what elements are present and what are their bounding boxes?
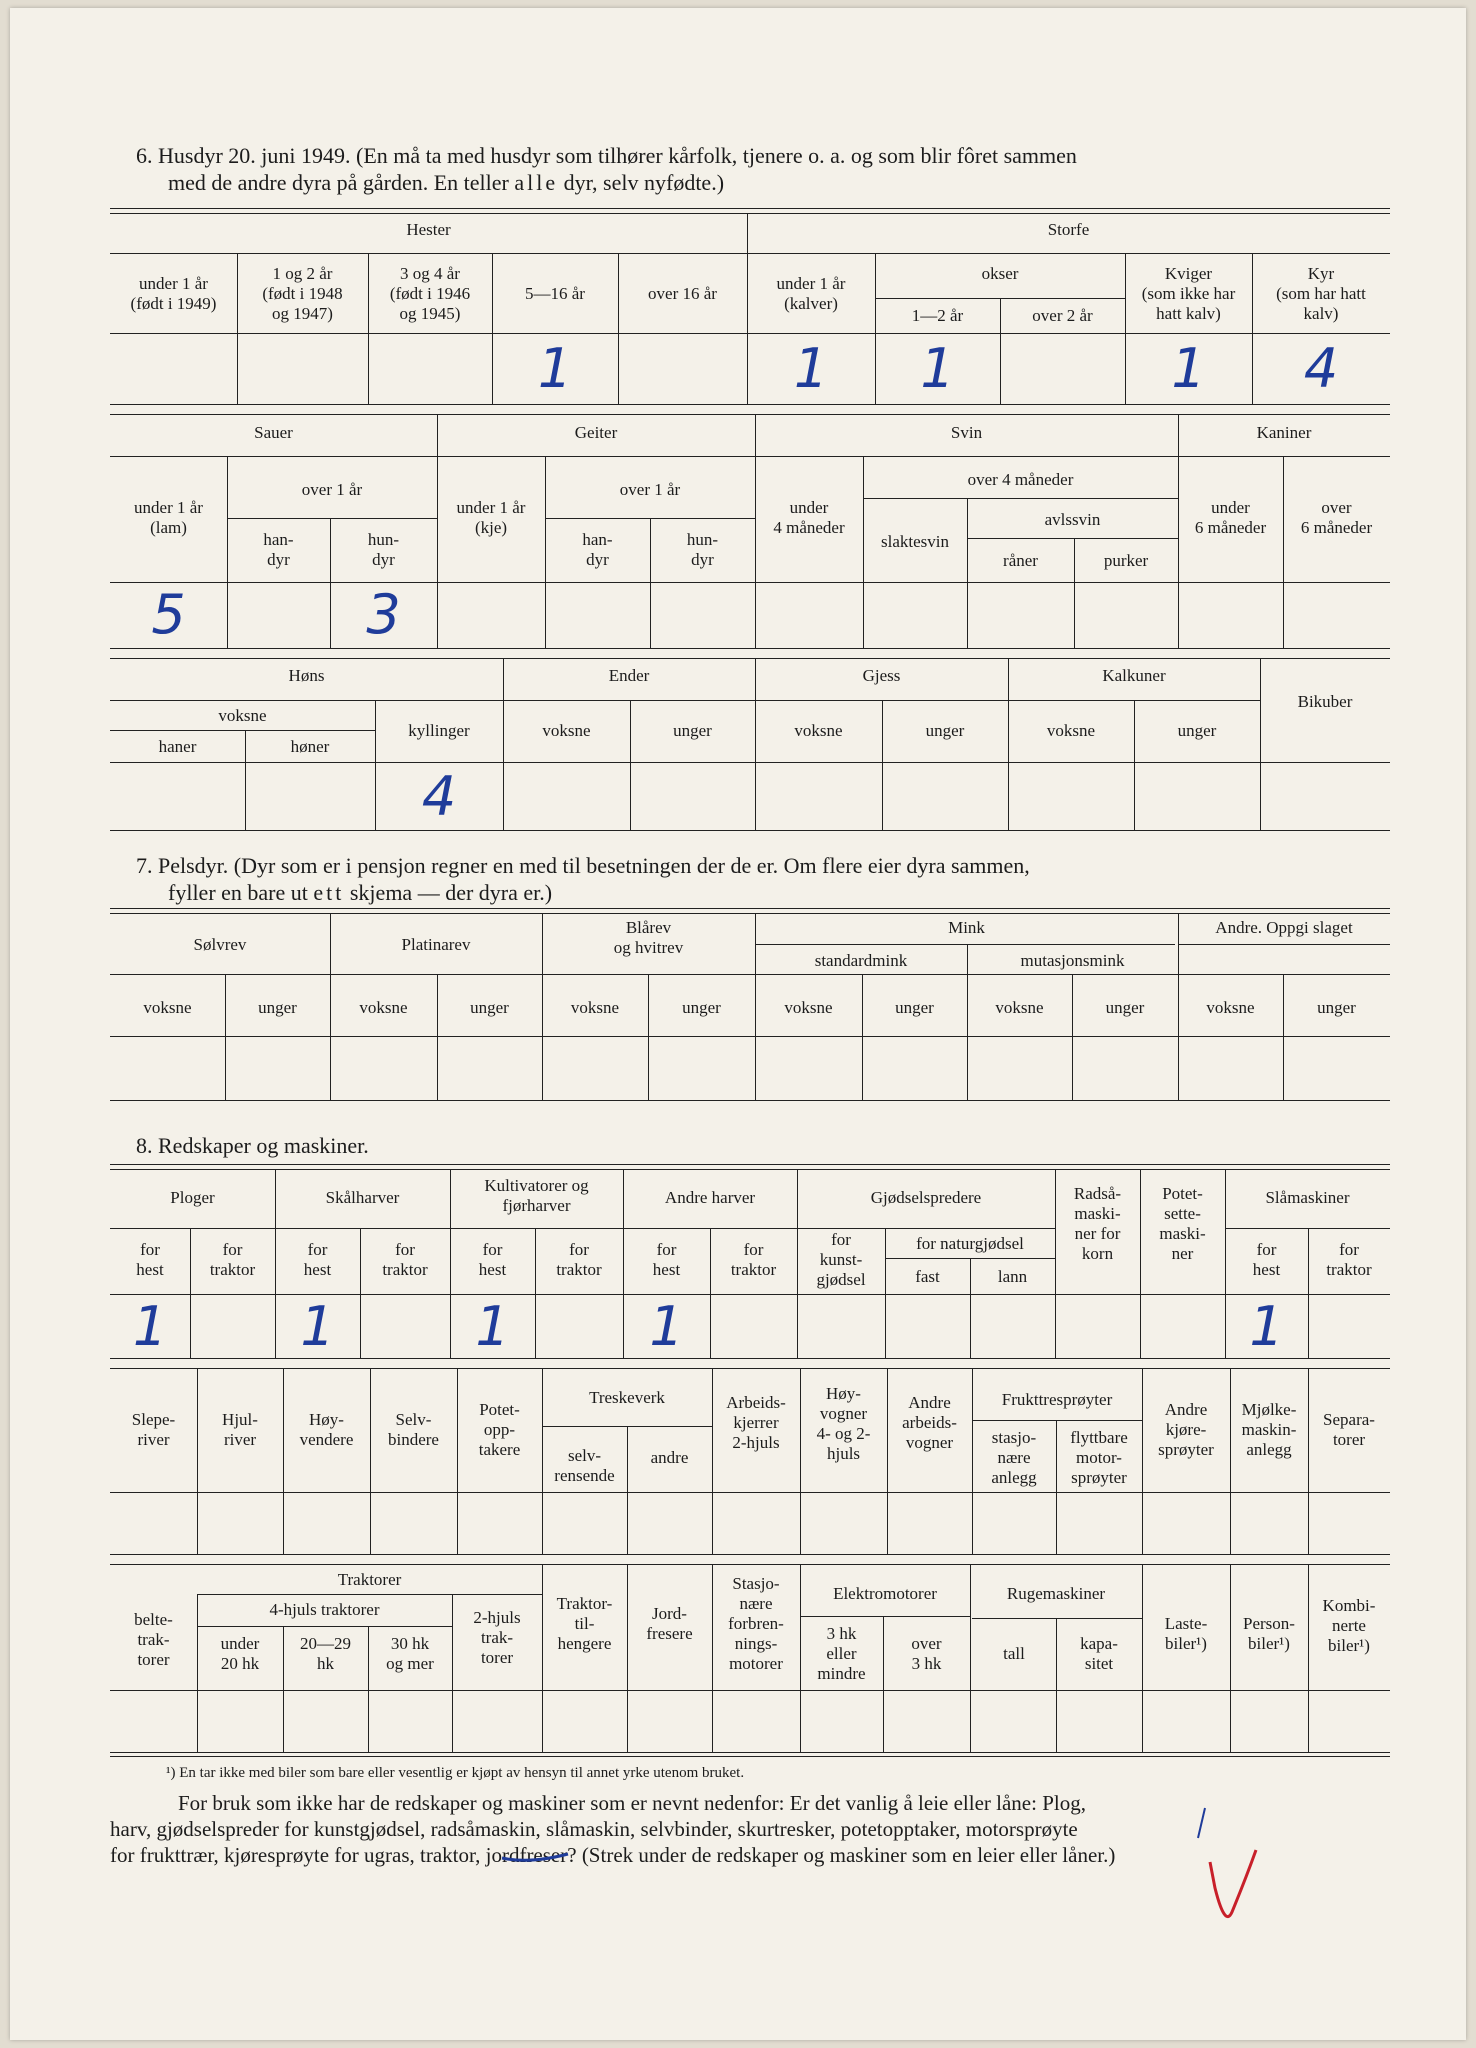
ploger-hest-value: 1: [132, 1295, 168, 1358]
treskeverk-header: Treskeverk: [589, 1388, 665, 1407]
raner-header: råner: [1003, 551, 1038, 570]
storfe-under1-header: under 1 år (kalver): [776, 274, 846, 313]
tohjuls-traktorer-header: 2-hjuls trak- torer: [473, 1608, 521, 1667]
geiter-under1-header: under 1 år (kje): [456, 498, 526, 537]
gjodselspredere-header: Gjødselspredere: [870, 1188, 982, 1207]
hester-over16-header: over 16 år: [648, 284, 717, 303]
traktortilhengere-header: Traktor- til- hengere: [556, 1594, 613, 1653]
hk30-header: 30 hk og mer: [386, 1634, 434, 1673]
geiter-header: Geiter: [574, 423, 618, 442]
standardmink-voksne: voksne: [784, 998, 833, 1017]
section-6-heading-line1: 6. Husdyr 20. juni 1949. (En må ta med husdyr som tilhører kårfolk, tjenere o. a. og som blir fôret sammen: [136, 143, 1077, 168]
slamaskiner-header: Slåmaskiner: [1265, 1188, 1350, 1207]
blarev-unger: unger: [682, 998, 721, 1017]
kviger-value: 1: [1171, 337, 1206, 400]
footnote: ¹) En tar ikke med biler som bare eller vesentlig er kjøpt av hensyn til annet yrke utenom bruket.: [166, 1765, 745, 1781]
slamaskiner-hest: for hest: [1252, 1240, 1281, 1279]
stasjonaere-motorer-header: Stasjo- nære forbren- nings- motorer: [728, 1574, 784, 1673]
skalharver-header: Skålharver: [325, 1188, 400, 1207]
ender-unger-header: unger: [673, 721, 712, 740]
rugemaskiner-tall-header: tall: [1003, 1644, 1025, 1663]
sauer-lam-value: 5: [151, 583, 186, 646]
rugemaskiner-kapasitet-header: kapa- sitet: [1080, 1634, 1118, 1673]
closing-line2: harv, gjødselspreder for kunstgjødsel, radsåmaskin, slåmaskin, selvbinder, skurtresker, potetopptaker, motorsprøyte: [110, 1817, 1078, 1841]
section-6-heading-line2c: dyr, selv nyfødte.): [558, 170, 725, 195]
section-7-heading-line2a: fyller en bare ut: [168, 880, 314, 905]
kultivatorer-hest: for hest: [478, 1240, 507, 1279]
closing-line3: for frukttrær, kjøresprøyte for ugras, traktor, jordfreser? (Strek under de redskaper og maskiner som en leier eller låner.): [110, 1843, 1116, 1867]
kaniner-header: Kaniner: [1256, 423, 1312, 442]
mutasjonsmink-header: mutasjonsmink: [1020, 951, 1125, 970]
frukttresproyter-header: Frukttresprøyter: [1001, 1390, 1113, 1409]
blarev-voksne: voksne: [570, 998, 620, 1017]
andreharver-traktor: for traktor: [730, 1240, 777, 1279]
flyttbare-motorsproyter-header: flyttbare motor- sprøyter: [1070, 1428, 1128, 1487]
haner-header: haner: [158, 737, 197, 756]
svin-header: Svin: [950, 423, 983, 442]
kyllinger-header: kyllinger: [408, 721, 470, 740]
slamaskiner-traktor: for traktor: [1326, 1240, 1372, 1279]
ender-header: Ender: [608, 666, 650, 685]
honer-header: høner: [290, 737, 330, 756]
ploger-hest: for hest: [136, 1240, 164, 1279]
hjulriver-header: Hjul- river: [222, 1410, 258, 1449]
andre-harver-header: Andre harver: [664, 1188, 756, 1207]
okser-1-2-header: 1—2 år: [911, 306, 964, 325]
okser-over2-header: over 2 år: [1032, 306, 1093, 325]
andre-pelsdyr-header: Andre. Oppgi slaget: [1215, 918, 1353, 937]
kalkuner-voksne-header: voksne: [1046, 721, 1096, 740]
mutasjonsmink-voksne: voksne: [995, 998, 1044, 1017]
radsamaskiner-header: Radså- maski- ner for korn: [1073, 1184, 1122, 1263]
gjodsel-kunst-header: for kunst- gjødsel: [816, 1230, 866, 1289]
skalharver-traktor: for traktor: [382, 1240, 428, 1279]
okser-header: okser: [981, 264, 1019, 283]
mjolkemaskinanlegg-header: Mjølke- maskin- anlegg: [1241, 1400, 1297, 1459]
treskeverk-andre-header: andre: [650, 1448, 689, 1467]
elektromotorer-header: Elektromotorer: [833, 1584, 937, 1603]
kyr-header: Kyr (som har hatt kalv): [1276, 264, 1366, 323]
solvrev-unger: unger: [258, 998, 297, 1017]
purker-header: purker: [1103, 551, 1149, 570]
selvrensende-header: selv- rensende: [554, 1446, 615, 1485]
sauer-under1-header: under 1 år (lam): [134, 498, 203, 537]
section-6-heading-line2b: alle: [514, 170, 559, 195]
section-8-heading: 8. Redskaper og maskiner.: [136, 1133, 369, 1158]
jordfresere-header: Jord- fresere: [646, 1604, 693, 1643]
beltetraktorer-header: belte- trak- torer: [134, 1610, 173, 1669]
sauer-over1-header: over 1 år: [301, 480, 363, 499]
solvrev-header: Sølvrev: [193, 935, 247, 954]
selvbindere-header: Selv- bindere: [388, 1410, 439, 1449]
hester-5-16-value: 1: [537, 337, 573, 400]
hons-voksne-header: voksne: [218, 706, 267, 725]
geiter-handyr-header: han- dyr: [582, 530, 613, 569]
gjess-unger-header: unger: [925, 721, 965, 740]
potetsettemaskiner-header: Potet- sette- maski- ner: [1159, 1184, 1206, 1263]
hester-header: Hester: [406, 220, 451, 239]
gjess-header: Gjess: [862, 666, 901, 685]
platinarev-voksne: voksne: [359, 998, 408, 1017]
slaktesvin-header: slaktesvin: [881, 532, 949, 551]
sauer-hundyr-header: hun- dyr: [367, 530, 400, 569]
section-8-redskaper: [10, 8, 1466, 2040]
closing-line1: For bruk som ikke har de redskaper og maskiner som er nevnt nedenfor: Er det vanlig å leie eller låne: Plog,: [178, 1791, 1086, 1815]
lastebiler-header: Laste- biler¹): [1164, 1614, 1208, 1653]
kultivatorer-header: Kultivatorer og fjørharver: [484, 1176, 589, 1215]
elektro-3hk-header: 3 hk eller mindre: [817, 1624, 866, 1683]
standardmink-header: standardmink: [814, 951, 908, 970]
mutasjonsmink-unger: unger: [1105, 998, 1145, 1017]
bikuber-header: Bikuber: [1297, 692, 1353, 711]
slamaskiner-hest-value: 1: [1249, 1295, 1284, 1358]
form-page: [10, 8, 1466, 2040]
hester-3-4-header: 3 og 4 år (født i 1946 og 1945): [389, 264, 471, 323]
andre-kjoresproyter-header: Andre kjøre- sprøyter: [1158, 1400, 1214, 1459]
andre-voksne: voksne: [1206, 998, 1255, 1017]
kultivatorer-hest-value: 1: [475, 1295, 510, 1358]
hons-header: Høns: [288, 666, 325, 685]
andreharver-hest: for hest: [652, 1240, 681, 1279]
sleperiver-header: Slepe- river: [131, 1410, 176, 1449]
gjess-voksne-header: voksne: [794, 721, 843, 740]
storfe-header: Storfe: [1047, 220, 1090, 239]
section-7-heading-line2c: skjema — der dyra er.): [344, 880, 553, 905]
sauer-hundyr-value: 3: [366, 583, 401, 646]
kaniner-under6-header: under 6 måneder: [1194, 498, 1267, 537]
okser-1-2-value: 1: [920, 337, 955, 400]
blarev-header: Blårev og hvitrev: [613, 918, 684, 957]
kultivatorer-traktor: for traktor: [556, 1240, 602, 1279]
kyr-value: 4: [1303, 337, 1339, 400]
standardmink-unger: unger: [895, 998, 934, 1017]
mink-header: Mink: [948, 918, 985, 937]
avlssvin-header: avlssvin: [1044, 510, 1101, 529]
section-6-heading-line2a: med de andre dyra på gården. En teller: [168, 170, 515, 195]
storfe-under1-value: 1: [793, 337, 829, 400]
hester-1-2-header: 1 og 2 år (født i 1948 og 1947): [262, 264, 343, 323]
skalharver-hest: for hest: [303, 1240, 332, 1279]
kalkuner-unger-header: unger: [1177, 721, 1217, 740]
elektro-over3hk-header: over 3 hk: [911, 1634, 942, 1673]
kviger-header: Kviger (som ikke har hatt kalv): [1141, 264, 1236, 323]
ploger-header: Ploger: [170, 1188, 215, 1207]
gjodsel-fast-header: fast: [915, 1267, 940, 1286]
svin-under4-header: under 4 måneder: [773, 498, 845, 537]
geiter-over1-header: over 1 år: [619, 480, 681, 499]
kombinerte-biler-header: Kombi- nerte biler¹): [1322, 1596, 1376, 1655]
gjodsel-natur-header: for naturgjødsel: [916, 1234, 1024, 1253]
hester-under1-header: under 1 år (født i 1949): [130, 274, 217, 313]
rugemaskiner-header: Rugemaskiner: [1006, 1584, 1106, 1603]
geiter-hundyr-header: hun- dyr: [686, 530, 719, 569]
stasjonaere-anlegg-header: stasjo- nære anlegg: [991, 1428, 1037, 1487]
skalharver-hest-value: 1: [300, 1295, 335, 1358]
ploger-traktor: for traktor: [209, 1240, 256, 1279]
sauer-handyr-header: han- dyr: [263, 530, 294, 569]
under20hk-header: under 20 hk: [220, 1634, 260, 1673]
sauer-header: Sauer: [254, 423, 293, 442]
kalkuner-header: Kalkuner: [1102, 666, 1166, 685]
andre-unger: unger: [1317, 998, 1356, 1017]
gjodsel-lann-header: lann: [997, 1267, 1028, 1286]
arbeidskjerrer-header: Arbeids- kjerrer 2-hjuls: [726, 1393, 786, 1452]
potetopptakere-header: Potet- opp- takere: [478, 1400, 521, 1459]
traktorer-header: Traktorer: [337, 1570, 402, 1589]
platinarev-unger: unger: [470, 998, 509, 1017]
personbiler-header: Person- biler¹): [1243, 1614, 1295, 1653]
solvrev-voksne: voksne: [143, 998, 192, 1017]
section-7-heading-line2b: ett: [313, 880, 345, 905]
platinarev-header: Platinarev: [401, 935, 471, 954]
hk20-29-header: 20—29 hk: [300, 1634, 351, 1673]
separatorer-header: Separa- torer: [1323, 1410, 1375, 1449]
hester-5-16-header: 5—16 år: [525, 284, 585, 303]
hoyvogner-header: Høy- vogner 4- og 2- hjuls: [816, 1384, 871, 1463]
hoyvendere-header: Høy- vendere: [299, 1410, 354, 1449]
closing-paragraph: [110, 1790, 1410, 1868]
ender-voksne-header: voksne: [542, 721, 591, 740]
section-7-heading-line1: 7. Pelsdyr. (Dyr som er i pensjon regner en med til besetningen der de er. Om flere eier dyra sammen,: [136, 853, 1030, 878]
andre-arbeidsvogner-header: Andre arbeids- vogner: [902, 1393, 957, 1452]
firehjuls-traktorer-header: 4-hjuls traktorer: [269, 1600, 380, 1619]
kaniner-over6-header: over 6 måneder: [1300, 498, 1373, 537]
kyllinger-value: 4: [421, 765, 457, 828]
svin-over4-header: over 4 måneder: [967, 470, 1074, 489]
andreharver-hest-value: 1: [649, 1295, 684, 1358]
